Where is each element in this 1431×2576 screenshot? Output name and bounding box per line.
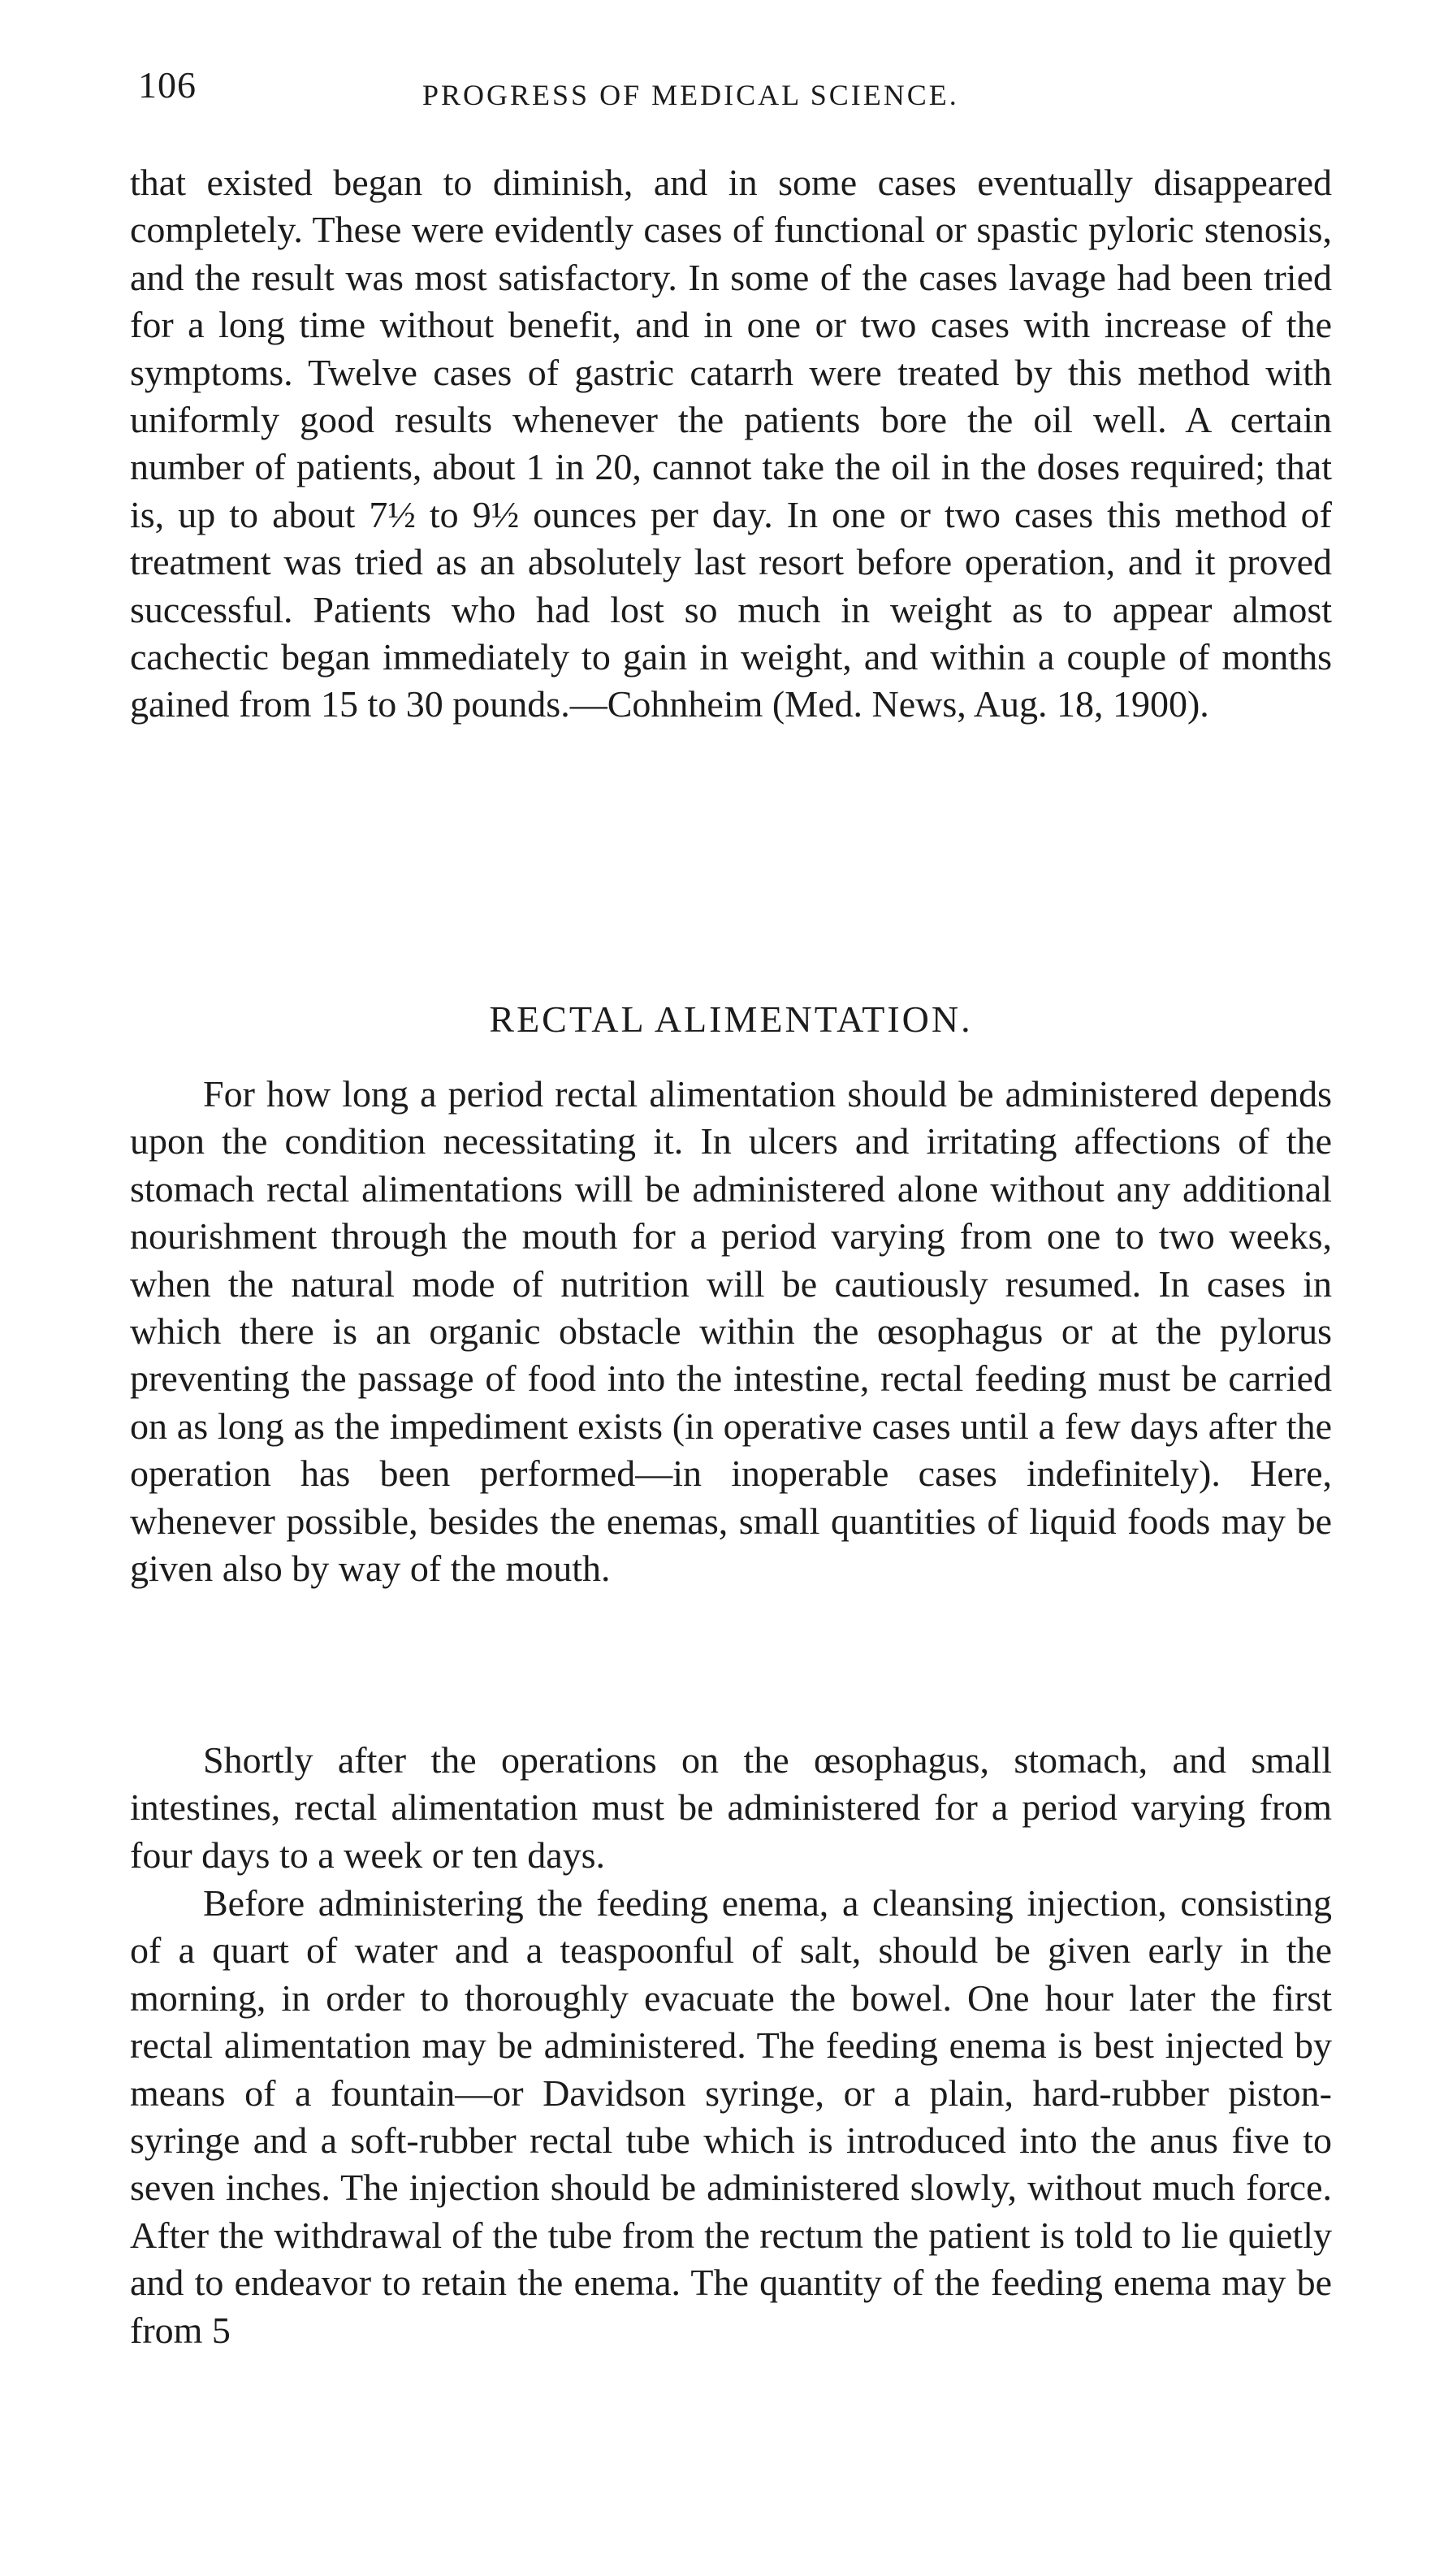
- section-heading: RECTAL ALIMENTATION.: [489, 998, 973, 1040]
- text-block-rectal-duration: [130, 1071, 1332, 1592]
- paragraph-postoperative: Shortly after the operations on the œsophagus, stomach, and small intestines, rectal alimentation must be administered for a period varying from four days to a week or ten days.: [130, 1739, 1332, 1876]
- paragraph-rectal-duration: For how long a period rectal alimentation should be administered depends upon the condition necessitating it. In ulcers and irritating affections of the stomach rectal alimentations will be administered alone without any additional nourishment through the mouth for a period varying from one to two weeks, when the natural mode of nutrition will be cautiously resumed. In cases in which there is an organic obstacle within the œsophagus or at the pylorus preventing the passage of food into the intestine, rectal feeding must be carried on as long as the impediment exists (in operative cases until a few days after the operation has been performed—in inoperable cases indefinitely). Here, whenever possible, besides the enemas, small quantities of liquid foods may be given also by way of the mouth.: [130, 1073, 1332, 1590]
- page-header: [130, 63, 1348, 136]
- running-title: PROGRESS OF MEDICAL SCIENCE.: [422, 79, 959, 111]
- text-block-enema-procedure: [130, 1880, 1332, 2354]
- paragraph-enema-procedure: Before administering the feeding enema, a cleansing injection, consisting of a quart of water and a teaspoonful of salt, should be given early in the morning, in order to thoroughly evacuate the bowel. One hour later the first rectal alimentation may be administered. The feeding enema is best injected by means of a fountain—or Davidson syringe, or a plain, hard-rubber piston-syringe and a soft-rubber rectal tube which is introduced into the anus five to seven inches. The injection should be administered slowly, without much force. After the withdrawal of the tube from the rectum the patient is told to lie quietly and to endeavor to retain the enema. The quantity of the feeding enema may be from 5: [130, 1882, 1332, 2351]
- paragraph-continuation: that existed began to diminish, and in some cases eventually disappeared completely. These were evidently cases of functional or spastic pyloric stenosis, and the result was most satisfactory. In some of the cases lavage had been tried for a long time without benefit, and in one or two cases with increase of the symptoms. Twelve cases of gastric catarrh were treated by this method with uniformly good results whenever the patients bore the oil well. A certain number of patients, about 1 in 20, cannot take the oil in the doses required; that is, up to about 7½ to 9½ ounces per day. In one or two cases this method of treatment was tried as an absolutely last resort before operation, and it proved successful. Patients who had lost so much in weight as to appear almost cachectic began immediately to gain in weight, and within a couple of months gained from 15 to 30 pounds.—Cohnheim (Med. News, Aug. 18, 1900).: [130, 162, 1332, 725]
- text-block-continuation: [130, 159, 1332, 729]
- page-number: 106: [138, 64, 197, 106]
- text-block-postoperative: [130, 1737, 1332, 1879]
